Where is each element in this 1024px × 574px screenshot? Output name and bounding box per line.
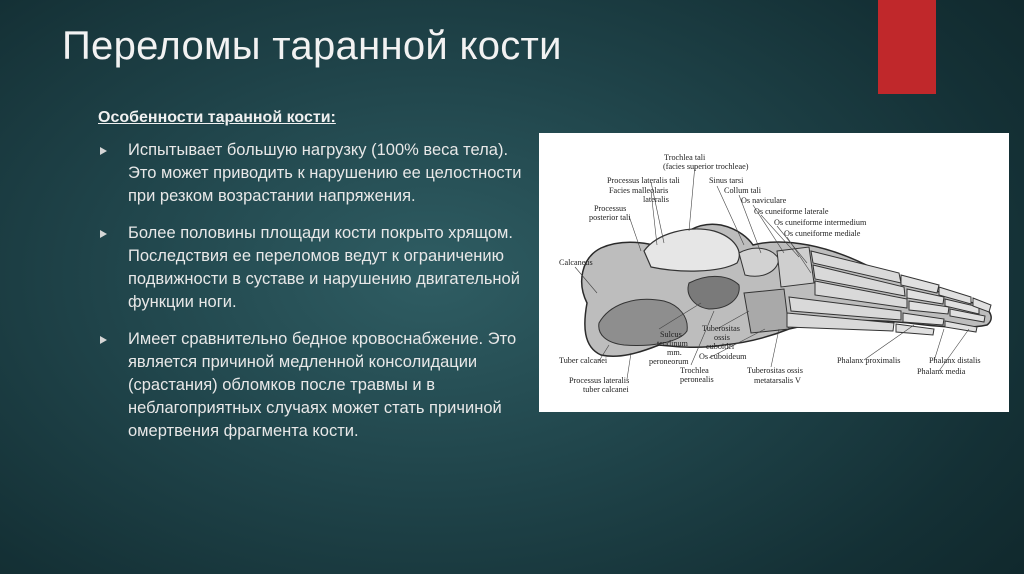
label-calcaneus: Calcaneus xyxy=(559,258,593,267)
content-column xyxy=(98,106,530,457)
label-trochlea-tali: Trochlea tali xyxy=(664,153,706,162)
accent-bar xyxy=(878,0,936,94)
label-os-naviculare: Os naviculare xyxy=(741,196,787,205)
foot-bones-illustration xyxy=(539,133,1009,412)
label-os-cuboideum: Os cuboideum xyxy=(699,352,747,361)
page-title: Переломы таранной кости xyxy=(62,24,562,68)
foot-bones-shape xyxy=(582,224,991,356)
label-tuber-calcanei-2: tuber calcanei xyxy=(583,385,629,394)
label-facies-malleolaris: Facies malleolaris xyxy=(609,186,669,195)
label-peronealis: peronealis xyxy=(680,375,714,384)
label-lateralis: lateralis xyxy=(643,195,669,204)
triangle-bullet-icon xyxy=(100,336,107,344)
label-phalanx-proximalis: Phalanx proximalis xyxy=(837,356,901,365)
label-cuboidei: cuboidei xyxy=(706,342,735,351)
label-metatarsalis-v: metatarsalis V xyxy=(754,376,801,385)
label-ossis: ossis xyxy=(714,333,730,342)
bullet-text: Испытывает большую нагрузку (100% веса тела). Это может приводить к нарушению ее целостности при резком возрастании напряжения. xyxy=(128,141,522,205)
label-processus-lateralis-tali: Processus lateralis tali xyxy=(607,176,680,185)
label-tuberositas-ossis: Tuberositas ossis xyxy=(747,366,803,375)
bullet-list xyxy=(98,139,530,443)
label-tendinum: tendinum xyxy=(657,339,688,348)
triangle-bullet-icon xyxy=(100,147,107,155)
label-trochlea: Trochlea xyxy=(680,366,709,375)
label-processus-lateralis: Processus lateralis xyxy=(569,376,630,385)
label-peroneorum: peroneorum xyxy=(649,357,689,366)
bullet-item xyxy=(98,328,530,443)
label-phalanx-media: Phalanx media xyxy=(917,367,966,376)
label-tuberositas: Tuberositas xyxy=(702,324,740,333)
bullet-text: Более половины площади кости покрыто хрящом. Последствия ее переломов ведут к ограничению подвижности в суставе и нарушению двигательной функции ноги. xyxy=(128,224,520,311)
label-mm: mm. xyxy=(667,348,682,357)
bullet-item xyxy=(98,139,530,208)
label-collum-tali: Collum tali xyxy=(724,186,762,195)
bullet-text: Имеет сравнительно бедное кровоснабжение. Это является причиной медленной консолидации (срастания) обломков после травмы и в неблагоприятных случаях может стать причиной омертвения фрагмента кости. xyxy=(128,330,517,440)
label-processus: Processus xyxy=(594,204,627,213)
bullet-item xyxy=(98,222,530,314)
label-sinus-tarsi: Sinus tarsi xyxy=(709,176,744,185)
section-heading: Особенности таранной кости: xyxy=(98,109,336,126)
label-tuber-calcanei: Tuber calcanei xyxy=(559,356,608,365)
label-posterior-tali: posterior tali xyxy=(589,213,631,222)
triangle-bullet-icon xyxy=(100,230,107,238)
label-sulcus: Sulcus xyxy=(660,330,682,339)
label-os-cuneiforme-intermedium: Os cuneiforme intermedium xyxy=(774,218,867,227)
label-facies-superior: (facies superior trochleae) xyxy=(663,162,749,171)
label-os-cuneiforme-mediale: Os cuneiforme mediale xyxy=(784,229,861,238)
foot-skeleton-drawing xyxy=(539,133,1009,412)
label-os-cuneiforme-laterale: Os cuneiforme laterale xyxy=(754,207,829,216)
label-phalanx-distalis: Phalanx distalis xyxy=(929,356,981,365)
